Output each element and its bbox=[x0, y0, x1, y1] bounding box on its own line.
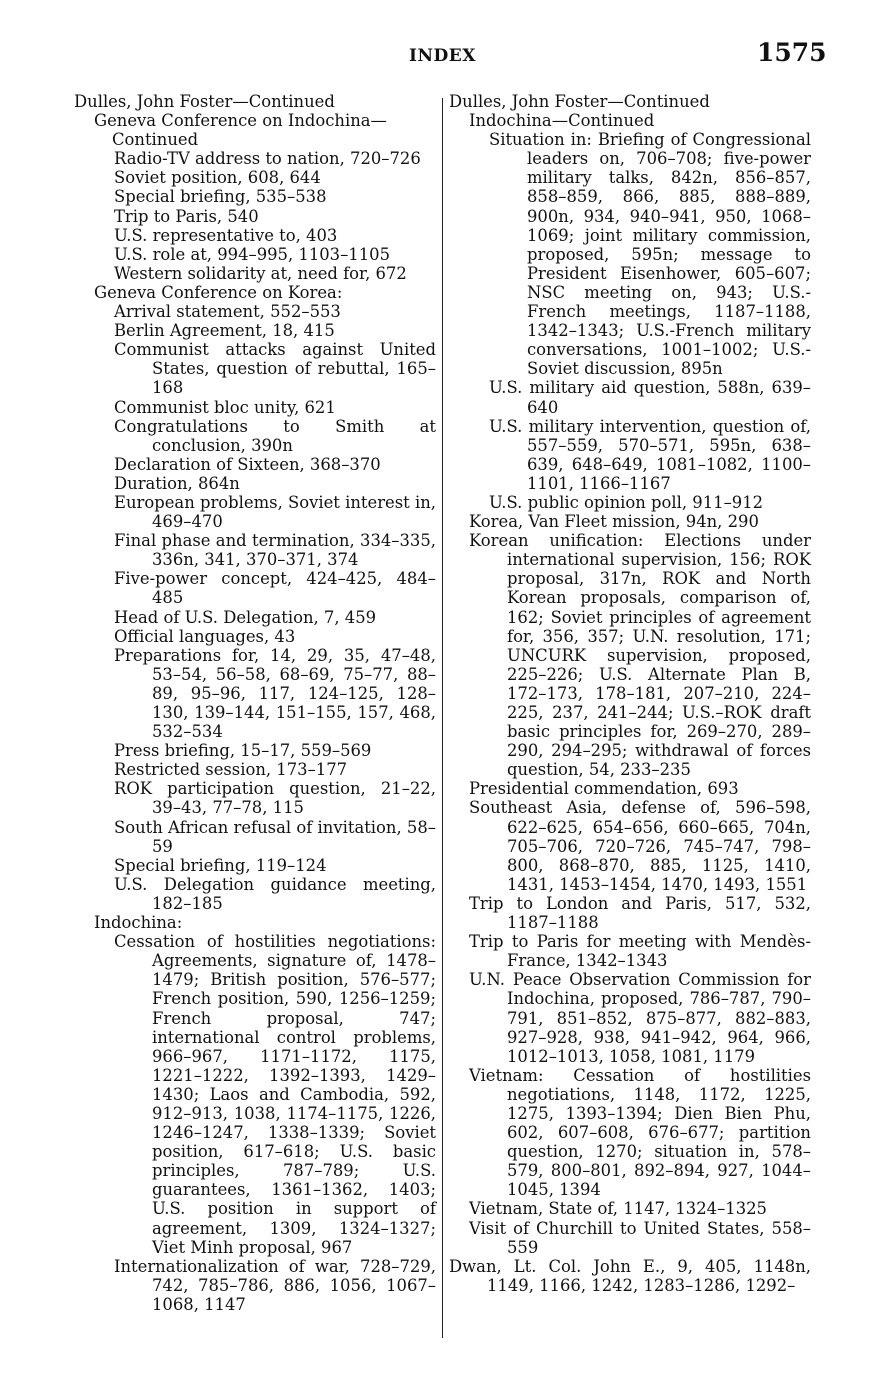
index-entry: U.S. representative to, 403 bbox=[114, 225, 338, 245]
index-entry: Trip to London and Paris, 517, 532, 1187–1188 bbox=[469, 893, 811, 933]
index-entry: U.S. military aid question, 588n, 639–640 bbox=[489, 378, 811, 417]
index-entry: Geneva Conference on Korea: bbox=[94, 282, 343, 302]
index-entry: Final phase and termination, 334–335, 336n, 341, 370–371, 374 bbox=[114, 531, 436, 570]
running-header-title: INDEX bbox=[409, 46, 476, 66]
index-entry: Situation in: Briefing of Congressional leaders on, 706–708; five-power military talks, 842n, 856–857, 858–859, 866, 885, 888–889, 900n, 934, 940–941, 950, 1068–1069; joint military commission, proposed, 595n; message to President Eisenhower, 605–607; NSC meeting on, 943; U.S.-French meetings, 1187–1188, 1342–1343; U.S.-French military conversations, 1001–1002; U.S.-Soviet discussion, 895n bbox=[489, 130, 811, 379]
index-entry: Soviet position, 608, 644 bbox=[114, 168, 321, 188]
index-entry: Duration, 864n bbox=[114, 473, 240, 493]
index-entry: Dulles, John Foster—Continued bbox=[74, 92, 335, 111]
index-entry: Korean unification: Elections under international supervision, 156; ROK proposal, 317n, ROK and North Korean proposals, comparison of, 162; Soviet principles of agreement for, 356, 357; U.N. resolution, 171; UNCURK supervision, proposed, 225–226; U.S. Alternate Plan B, 172–173, 178–181, 207–210, 224–225, 237, 241–244; U.S.–ROK draft basic principles for, 269–270, 289–290, 294–295; withdrawal of forces question, 54, 233–235 bbox=[469, 531, 811, 780]
index-entry: Berlin Agreement, 18, 415 bbox=[114, 321, 335, 341]
index-entry: Internationalization of war, 728–729, 742, 785–786, 886, 1056, 1067–1068, 1147 bbox=[114, 1256, 436, 1314]
index-entry: Trip to Paris, 540 bbox=[114, 206, 259, 226]
index-entry: Geneva Conference on Indochina— bbox=[94, 111, 387, 131]
index-entry: U.S. public opinion poll, 911–912 bbox=[489, 492, 764, 512]
column-divider bbox=[442, 98, 443, 1338]
index-entry: Dulles, John Foster—Continued bbox=[449, 92, 710, 111]
index-entry: South African refusal of invitation, 58–59 bbox=[114, 817, 436, 856]
index-entry: U.N. Peace Observation Commission for Indochina, proposed, 786–787, 790–791, 851–852, 875–877, 882–883, 927–928, 938, 941–942, 964, 966, 1012–1013, 1058, 1081, 1179 bbox=[469, 970, 811, 1066]
index-entry: Korea, Van Fleet mission, 94n, 290 bbox=[469, 512, 759, 532]
index-entry: Indochina—Continued bbox=[469, 111, 655, 131]
index-entry: Western solidarity at, need for, 672 bbox=[114, 263, 407, 283]
index-entry: European problems, Soviet interest in, 469–470 bbox=[114, 492, 436, 532]
index-entry: Vietnam, State of, 1147, 1324–1325 bbox=[469, 1199, 767, 1219]
index-entry: Five-power concept, 424–425, 484–485 bbox=[114, 569, 436, 608]
index-entry: Dwan, Lt. Col. John E., 9, 405, 1148n, 1149, 1166, 1242, 1283–1286, 1292– bbox=[449, 1256, 811, 1295]
index-entry: U.S. role at, 994–995, 1103–1105 bbox=[114, 244, 391, 264]
index-entry: ROK participation question, 21–22, 39–43, 77–78, 115 bbox=[114, 779, 436, 818]
index-entry: Special briefing, 119–124 bbox=[114, 855, 327, 875]
index-entry: Communist attacks against United States, question of rebuttal, 165–168 bbox=[114, 340, 436, 398]
index-entry: Southeast Asia, defense of, 596–598, 622–625, 654–656, 660–665, 704n, 705–706, 720–726, 745–747, 798–800, 868–870, 885, 1125, 1410, 1431, 1453–1454, 1470, 1493, 1551 bbox=[469, 798, 811, 894]
index-entry: Press briefing, 15–17, 559–569 bbox=[114, 741, 372, 761]
index-entry: Indochina: bbox=[94, 913, 183, 933]
index-entry: Special briefing, 535–538 bbox=[114, 187, 327, 207]
index-entry: Official languages, 43 bbox=[114, 626, 296, 646]
index-entry: Vietnam: Cessation of hostilities negotiations, 1148, 1172, 1225, 1275, 1393–1394; Dien Bien Phu, 602, 607–608, 676–677; partition question, 1270; situation in, 578–579, 800–801, 892–894, 927, 1044–1045, 1394 bbox=[469, 1065, 811, 1200]
index-entry: Continued bbox=[112, 130, 199, 150]
index-entry: Visit of Churchill to United States, 558–559 bbox=[469, 1218, 811, 1257]
index-entry: Preparations for, 14, 29, 35, 47–48, 53–54, 56–58, 68–69, 75–77, 88–89, 95–96, 117, 124–125, 128–130, 139–144, 151–155, 157, 468, 532–534 bbox=[114, 645, 436, 742]
index-entry: U.S. military intervention, question of, 557–559, 570–571, 595n, 638–639, 648–649, 1081–1082, 1100–1101, 1166–1167 bbox=[489, 416, 811, 493]
index-entry: Presidential commendation, 693 bbox=[469, 779, 739, 799]
index-entry: Declaration of Sixteen, 368–370 bbox=[114, 454, 381, 474]
index-entry: Arrival statement, 552–553 bbox=[114, 302, 341, 322]
index-column-right bbox=[449, 92, 811, 1295]
index-entry: Trip to Paris for meeting with Mendès-France, 1342–1343 bbox=[469, 932, 811, 971]
index-column-left bbox=[74, 92, 436, 1314]
page-number: 1575 bbox=[757, 38, 827, 67]
index-entry: Restricted session, 173–177 bbox=[114, 760, 348, 780]
index-entry: Congratulations to Smith at conclusion, 390n bbox=[114, 416, 436, 455]
index-entry: Cessation of hostilities negotiations: Agreements, signature of, 1478–1479; British position, 576–577; French position, 590, 1256–1259; French proposal, 747; international control problems, 966–967, 1171–1172, 1175, 1221–1222, 1392–1393, 1429–1430; Laos and Cambodia, 592, 912–913, 1038, 1174–1175, 1226, 1246–1247, 1338–1339; Soviet position, 617–618; U.S. basic principles, 787–789; U.S. guarantees, 1361–1362, 1403; U.S. position in support of agreement, 1309, 1324–1327; Viet Minh proposal, 967 bbox=[114, 932, 436, 1257]
index-entry: Head of U.S. Delegation, 7, 459 bbox=[114, 607, 377, 627]
index-entry: U.S. Delegation guidance meeting, 182–185 bbox=[114, 874, 436, 913]
index-entry: Communist bloc unity, 621 bbox=[114, 397, 336, 417]
index-entry: Radio-TV address to nation, 720–726 bbox=[114, 149, 421, 169]
